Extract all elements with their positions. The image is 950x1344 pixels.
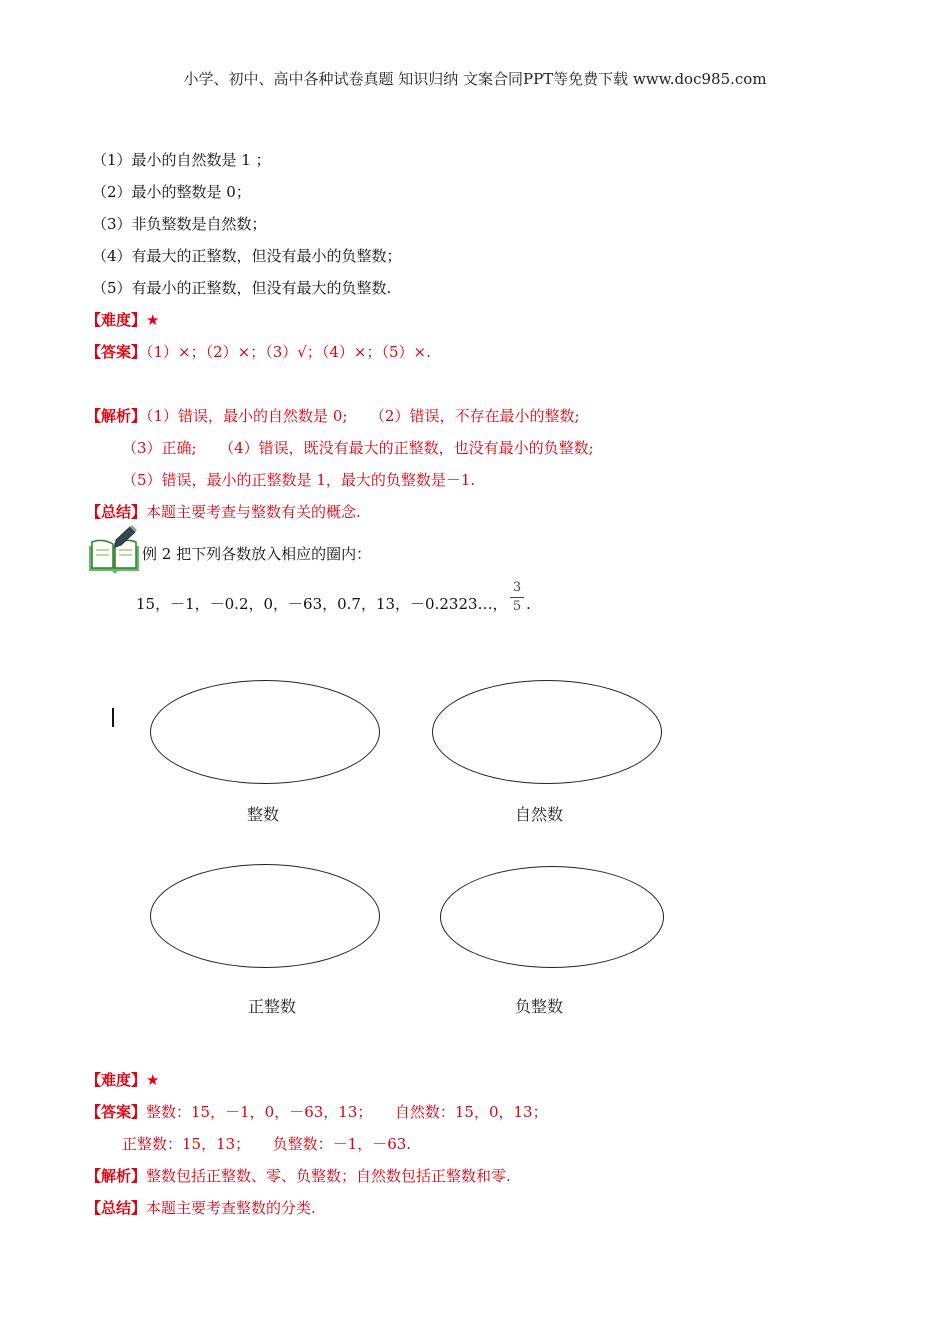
ex2-analysis	[86, 1166, 511, 1186]
circle-natural-numbers[interactable]	[432, 680, 662, 784]
ex2-numbers: 15，－1，－0.2，0，－63，0.7，13，－0.2323…，	[136, 595, 508, 613]
analysis-text: 整数包括正整数、零、负整数；自然数包括正整数和零.	[146, 1167, 511, 1185]
summary-text: 本题主要考查与整数有关的概念.	[146, 503, 361, 521]
fraction-numerator: 3	[512, 580, 522, 595]
circle-positive-integers[interactable]	[150, 864, 380, 968]
statement-1: （1）最小的自然数是 1 ；	[92, 151, 271, 169]
analysis-tag: 【解析】	[86, 1167, 147, 1185]
ex1-analysis-line-3: （5）错误，最小的正整数是 1，最大的负整数是－1.	[122, 471, 476, 489]
ex2-end-punct: .	[526, 595, 531, 613]
analysis-tag: 【解析】	[86, 407, 147, 425]
answer-text: （1）×；（2）×；（3）√；（4）×；（5）×.	[146, 343, 431, 361]
fraction-denominator: 5	[512, 599, 522, 614]
summary-text: 本题主要考查整数的分类.	[146, 1199, 316, 1217]
ex1-analysis-line-1	[86, 406, 580, 426]
circle-label-integers: 整数	[246, 805, 279, 824]
ex1-difficulty	[86, 310, 159, 330]
ex2-summary	[86, 1198, 316, 1218]
circle-negative-integers[interactable]	[440, 866, 664, 968]
difficulty-tag: 【难度】	[86, 311, 147, 329]
text-cursor	[112, 708, 114, 727]
summary-tag: 【总结】	[86, 1199, 147, 1217]
ex2-answer-line-2: 正整数：15，13； 负整数：－1，－63.	[122, 1135, 412, 1153]
analysis-text-1: （1）错误，最小的自然数是 0; （2）错误，不存在最小的整数;	[146, 407, 580, 425]
difficulty-stars: ★	[146, 311, 160, 329]
statement-4: （4）有最大的正整数，但没有最小的负整数；	[92, 247, 402, 265]
ex2-title: 例 2 把下列各数放入相应的圈内：	[142, 545, 372, 563]
ex1-answer	[86, 342, 431, 362]
statement-5: （5）有最小的正整数，但没有最大的负整数.	[92, 279, 392, 297]
page-header: 小学、初中、高中各种试卷真题 知识归纳 文案合同PPT等免费下载 www.doc985.com	[183, 70, 767, 88]
circle-label-negative-integers: 负整数	[514, 997, 563, 1016]
circle-label-positive-integers: 正整数	[247, 997, 296, 1016]
answer-tag: 【答案】	[86, 343, 147, 361]
circle-label-natural-numbers: 自然数	[514, 805, 563, 824]
ex1-summary	[86, 502, 361, 522]
circle-integers[interactable]	[150, 680, 380, 784]
answer-text-1: 整数：15，－1，0，－63，13； 自然数：15，0，13；	[146, 1103, 548, 1121]
summary-tag: 【总结】	[86, 503, 147, 521]
statement-2: （2）最小的整数是 0；	[92, 183, 251, 201]
ex2-answer-line-1	[86, 1102, 548, 1122]
ex2-difficulty	[86, 1070, 159, 1090]
statement-3: （3）非负整数是自然数；	[92, 215, 267, 233]
difficulty-tag: 【难度】	[86, 1071, 147, 1089]
book-pencil-icon	[86, 524, 142, 576]
fraction-3-5	[510, 580, 524, 615]
fraction-bar	[510, 597, 524, 598]
difficulty-stars: ★	[146, 1071, 160, 1089]
ex1-analysis-line-2: （3）正确; （4）错误，既没有最大的正整数，也没有最小的负整数;	[122, 439, 594, 457]
answer-tag: 【答案】	[86, 1103, 147, 1121]
